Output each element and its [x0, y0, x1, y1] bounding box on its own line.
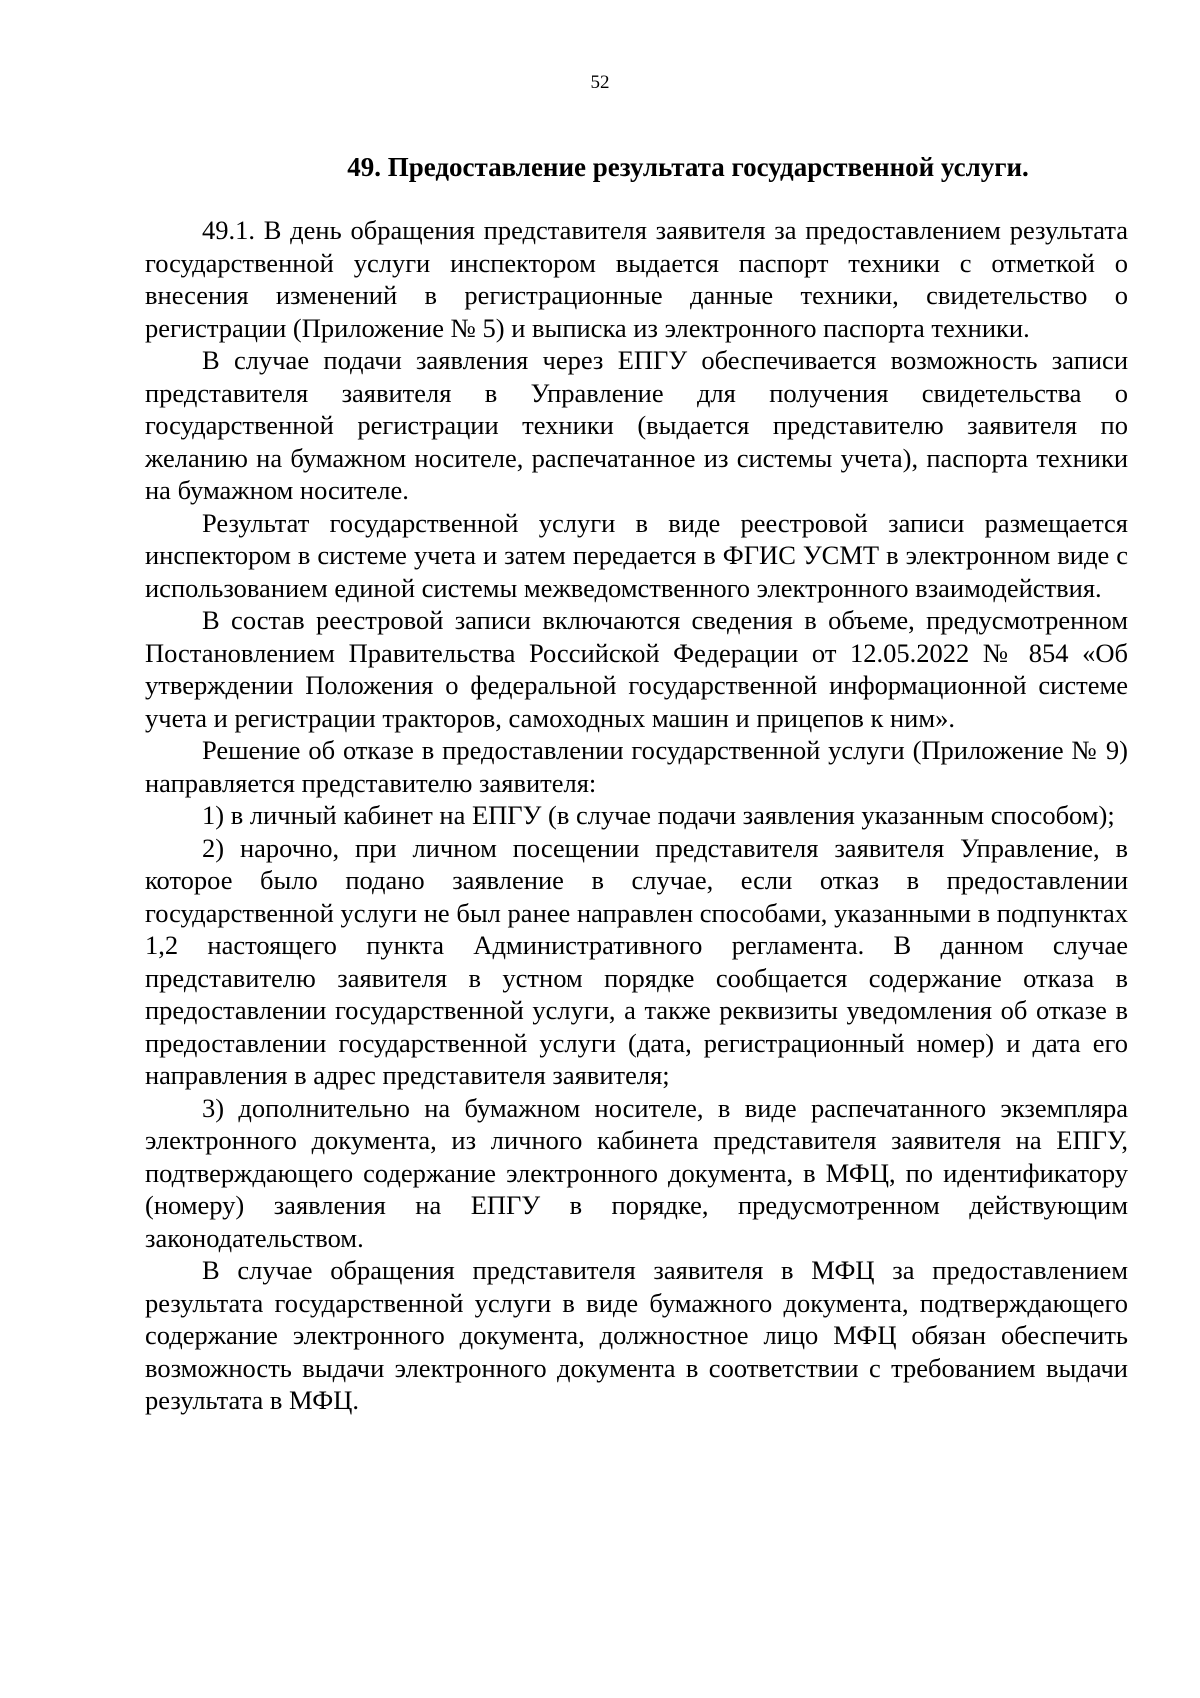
section-heading: 49. Предоставление результата государственной услуги. — [347, 152, 1029, 182]
paragraph-registry-contents: В состав реестровой записи включаются сведения в объеме, предусмотренном Постановлением Правительства Российской Федерации от 12.05.2022 № 854 «Об утверждении Положения о федеральной государственной информационной системе учета и регистрации тракторов, самоходных машин и прицепов к ним». — [145, 605, 1128, 733]
paragraph-epgu-record: В случае подачи заявления через ЕПГУ обеспечивается возможность записи представителя заявителя в Управление для получения свидетельства о государственной регистрации техники (выдается представителю заявителя по желанию на бумажном носителе, распечатанное из системы учета), паспорта техники на бумажном носителе. — [145, 345, 1128, 505]
paragraph-49-1: 49.1. В день обращения представителя заявителя за предоставлением результата государственной услуги инспектором выдается паспорт техники с отметкой о внесения изменений в регистрационные данные техники, свидетельство о регистрации (Приложение № 5) и выписка из электронного паспорта техники. — [145, 215, 1128, 343]
list-item-1: 1) в личный кабинет на ЕПГУ (в случае подачи заявления указанным способом); — [202, 800, 1115, 830]
paragraph-refusal-decision: Решение об отказе в предоставлении государственной услуги (Приложение № 9) направляется представителю заявителя: — [145, 735, 1128, 798]
paragraph-mfc: В случае обращения представителя заявителя в МФЦ за предоставлением результата государственной услуги в виде бумажного документа, подтверждающего содержание электронного документа, должностное лицо МФЦ обязан обеспечить возможность выдачи электронного документа в соответствии с требованием выдачи результата в МФЦ. — [145, 1255, 1128, 1415]
page-number: 52 — [590, 72, 610, 93]
list-item-3: 3) дополнительно на бумажном носителе, в виде распечатанного экземпляра электронного документа, из личного кабинета представителя заявителя на ЕПГУ, подтверждающего содержание электронного документа, в МФЦ, по идентификатору (номеру) заявления на ЕПГУ в порядке, предусмотренном действующим законодательством. — [145, 1092, 1128, 1253]
paragraph-registry-entry: Результат государственной услуги в виде реестровой записи размещается инспектором в системе учета и затем передается в ФГИС УСМТ в электронном виде с использованием единой системы межведомственного электронного взаимодействия. — [145, 507, 1128, 603]
body-text — [145, 214, 1128, 1417]
list-item-2: 2) нарочно, при личном посещении представителя заявителя Управление, в которое было подано заявление в случае, если отказ в предоставлении государственной услуги не был ранее направлен способами, указанными в подпунктах 1,2 настоящего пункта Административного регламента. В данном случае представителю заявителя в устном порядке сообщается содержание отказа в предоставлении государственной услуги, а также реквизиты уведомления об отказе в предоставлении государственной услуги (дата, регистрационный номер) и дата его направления в адрес представителя заявителя; — [145, 832, 1128, 1090]
